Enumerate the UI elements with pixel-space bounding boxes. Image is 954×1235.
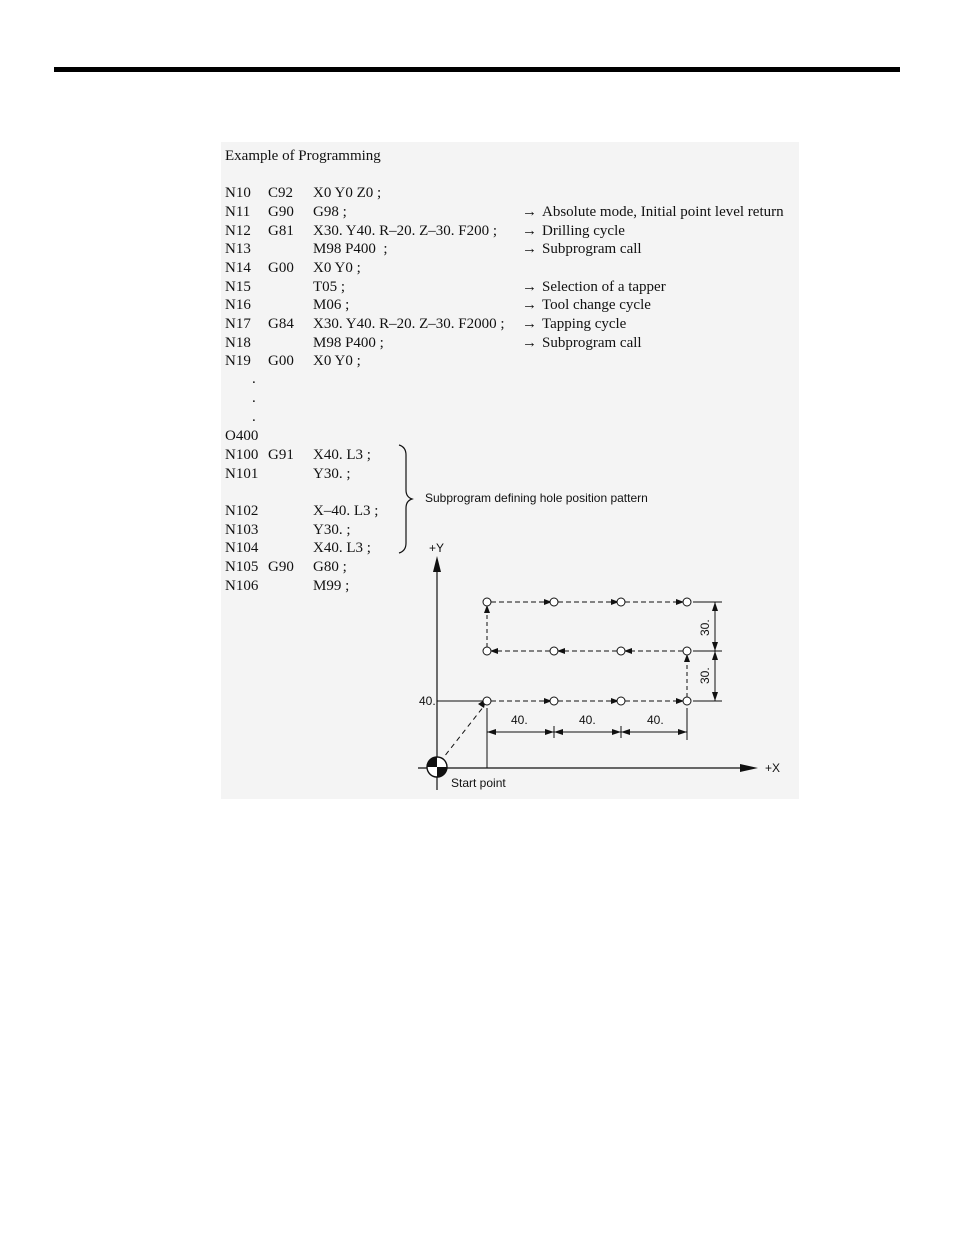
program-comment: Drilling cycle xyxy=(542,223,625,239)
program-command: T05 ; xyxy=(313,279,346,295)
y-spacing-label-2: 30. xyxy=(698,667,712,684)
comment-arrow-icon: → xyxy=(522,204,537,220)
subprogram-command: M99 ; xyxy=(313,578,350,594)
y-axis-label: +Y xyxy=(429,541,445,555)
subprogram-command: Y30. ; xyxy=(313,466,351,482)
comment-arrow-icon: → xyxy=(522,316,537,332)
subprogram-command: X40. L3 ; xyxy=(313,540,371,556)
program-line-number: N10 xyxy=(225,185,251,201)
subprogram-line-number: N104 xyxy=(225,540,259,556)
program-command: X0 Y0 Z0 ; xyxy=(313,185,382,201)
y-level-label: 40. xyxy=(419,694,436,708)
program-comment: Subprogram call xyxy=(542,335,642,351)
comment-arrow-icon: → xyxy=(522,223,537,239)
start-point-symbol xyxy=(427,757,447,777)
y-spacing-label-1: 30. xyxy=(698,619,712,636)
figure-title: Example of Programming xyxy=(225,148,381,164)
program-comment: Tool change cycle xyxy=(542,297,651,313)
x-spacing-label-1: 40. xyxy=(511,713,528,727)
subprogram-line-number: N103 xyxy=(225,522,259,538)
program-g-code: G81 xyxy=(268,223,294,239)
program-comment: Subprogram call xyxy=(542,241,642,257)
program-command: X0 Y0 ; xyxy=(313,353,361,369)
y-dimension xyxy=(693,602,722,701)
program-command: X0 Y0 ; xyxy=(313,260,361,276)
subprogram-line-number: N106 xyxy=(225,578,259,594)
subprogram-g-code: G90 xyxy=(268,559,294,575)
subprogram-line-number: N101 xyxy=(225,466,259,482)
program-g-code: G00 xyxy=(268,260,294,276)
program-line-number: N18 xyxy=(225,335,251,351)
program-line-number: N12 xyxy=(225,223,251,239)
subprogram-g-code: G91 xyxy=(268,447,294,463)
x-spacing-label-2: 40. xyxy=(579,713,596,727)
program-g-code: C92 xyxy=(268,185,294,201)
program-g-code: G84 xyxy=(268,316,294,332)
program-g-code: G90 xyxy=(268,204,294,220)
subprogram-command: Y30. ; xyxy=(313,522,351,538)
subprogram-line-number: N100 xyxy=(225,447,259,463)
brace-annotation: Subprogram defining hole position pattern xyxy=(425,491,648,505)
y-axis-arrow xyxy=(433,556,441,572)
start-point-label: Start point xyxy=(451,776,506,790)
ellipsis-dot: . xyxy=(252,390,256,406)
program-command: X30. Y40. R–20. Z–30. F200 ; xyxy=(313,223,498,239)
x-spacing-label-3: 40. xyxy=(647,713,664,727)
program-comment: Absolute mode, Initial point level return xyxy=(542,204,784,220)
program-command: G98 ; xyxy=(313,204,347,220)
program-line-number: N11 xyxy=(225,204,251,220)
program-line-number: N13 xyxy=(225,241,251,257)
program-line-number: N16 xyxy=(225,297,251,313)
program-line-number: N17 xyxy=(225,316,251,332)
subprogram-line-number: N102 xyxy=(225,503,259,519)
program-command: M98 P400 ; xyxy=(313,241,388,257)
x-axis-label: +X xyxy=(765,761,781,775)
subprogram-command: X–40. L3 ; xyxy=(313,503,379,519)
ellipsis-dot: . xyxy=(252,371,256,387)
program-line-number: N14 xyxy=(225,260,251,276)
comment-arrow-icon: → xyxy=(522,241,537,257)
program-comment: Tapping cycle xyxy=(542,316,627,332)
program-command: X30. Y40. R–20. Z–30. F2000 ; xyxy=(313,316,505,332)
subprogram-id: O400 xyxy=(225,428,259,444)
comment-arrow-icon: → xyxy=(522,335,537,351)
ellipsis-dot: . xyxy=(252,409,256,425)
program-g-code: G00 xyxy=(268,353,294,369)
program-command: M06 ; xyxy=(313,297,350,313)
subprogram-command: G80 ; xyxy=(313,559,347,575)
comment-arrow-icon: → xyxy=(522,279,537,295)
comment-arrow-icon: → xyxy=(522,297,537,313)
program-line-number: N19 xyxy=(225,353,251,369)
subprogram-command: X40. L3 ; xyxy=(313,447,371,463)
program-line-number: N15 xyxy=(225,279,251,295)
x-axis-arrow xyxy=(740,764,758,772)
subprogram-line-number: N105 xyxy=(225,559,259,575)
program-command: M98 P400 ; xyxy=(313,335,384,351)
start-path xyxy=(440,706,484,762)
program-comment: Selection of a tapper xyxy=(542,279,666,295)
curly-brace xyxy=(399,445,412,553)
